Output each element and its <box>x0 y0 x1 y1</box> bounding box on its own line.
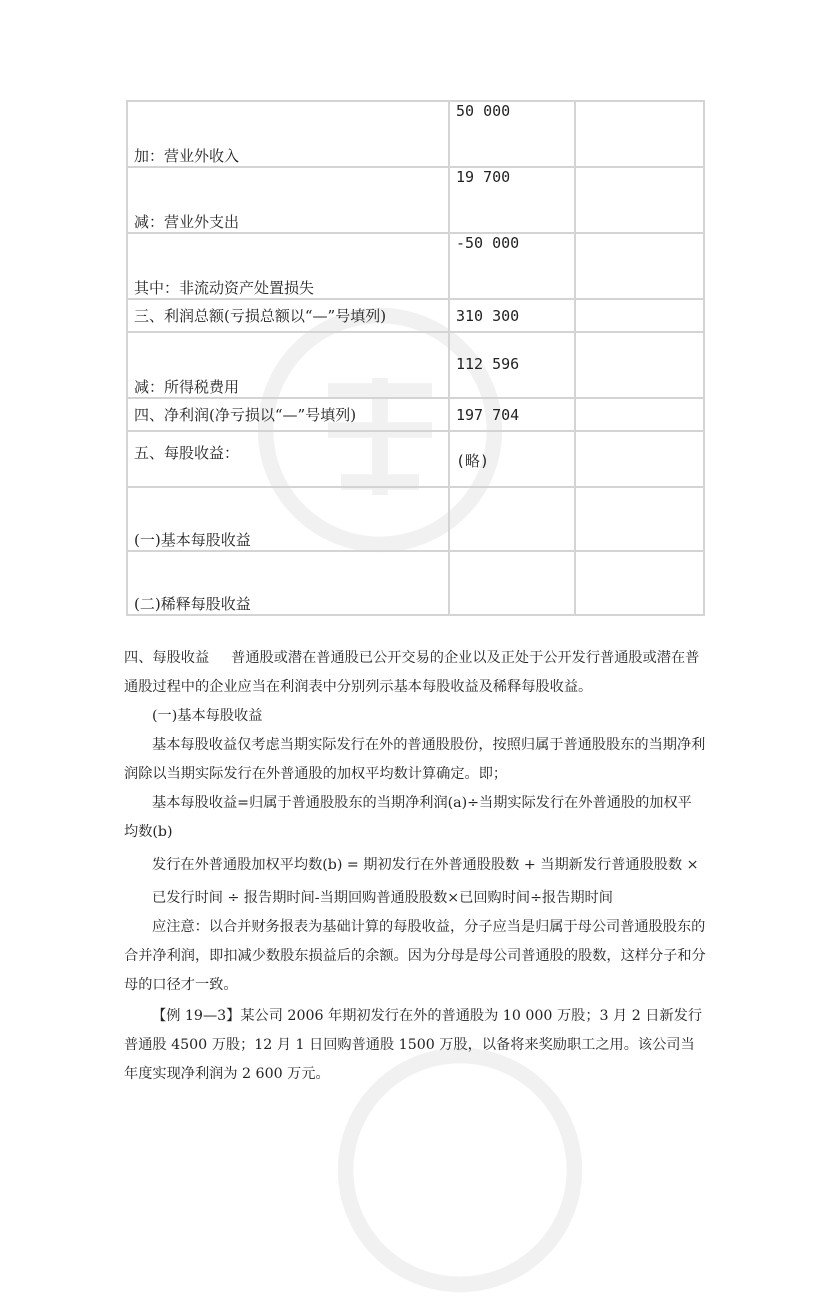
row-amount: 112 596 <box>449 332 575 398</box>
example-paragraph <box>124 1002 706 1089</box>
row-amount: 197 704 <box>449 398 575 431</box>
row-amount: 50 000 <box>449 101 575 167</box>
formula: 已发行时间 ÷ 报告期时间-当期回购普通股股数×已回购时间÷报告期时间 <box>152 890 613 906</box>
row-item: 减：营业外支出 <box>127 167 449 233</box>
table-row <box>127 101 704 167</box>
table-row <box>127 299 704 332</box>
row-item: 加：营业外收入 <box>127 101 449 167</box>
table-row <box>127 551 704 615</box>
row-item: 三、利润总额(亏损总额以“—”号填列) <box>127 299 449 332</box>
row-extra <box>575 487 704 551</box>
row-amount: 19 700 <box>449 167 575 233</box>
row-extra <box>575 167 704 233</box>
row-extra <box>575 431 704 487</box>
row-item: (一)基本每股收益 <box>127 487 449 551</box>
table-row <box>127 431 704 487</box>
row-amount <box>449 551 575 615</box>
section-title: 四、每股收益 <box>124 650 210 666</box>
row-item: 四、净利润(净亏损以“—”号填列) <box>127 398 449 431</box>
row-amount: (略) <box>449 431 575 487</box>
table-row <box>127 332 704 398</box>
formula: 发行在外普通股加权平均数(b) = 期初发行在外普通股股数 + 当期新发行普通股股数 × <box>152 857 699 873</box>
row-amount <box>449 487 575 551</box>
table-row <box>127 167 704 233</box>
row-amount: -50 000 <box>449 233 575 299</box>
section-paragraph <box>124 644 706 702</box>
table-row <box>127 487 704 551</box>
body-text <box>124 644 706 1089</box>
table-row <box>127 233 704 299</box>
row-extra <box>575 299 704 332</box>
row-item: 五、每股收益： <box>127 431 449 487</box>
row-extra <box>575 233 704 299</box>
row-extra <box>575 551 704 615</box>
row-amount: 310 300 <box>449 299 575 332</box>
row-extra <box>575 101 704 167</box>
formula: 基本每股收益=归属于普通股股东的当期净利润(a)÷当期实际发行在外普通股的加权平均数(b) <box>124 795 692 840</box>
row-extra <box>575 398 704 431</box>
row-extra <box>575 332 704 398</box>
row-item: 其中：非流动资产处置损失 <box>127 233 449 299</box>
section-intro: 普通股或潜在普通股已公开交易的企业以及正处于公开发行普通股或潜在普通股过程中的企业应当在利润表中分别列示基本每股收益及稀释每股收益。 <box>124 650 700 695</box>
note-paragraph: 应注意：以合并财务报表为基础计算的每股收益，分子应当是归属于母公司普通股股东的合并净利润，即扣减少数股东损益后的余额。因为分母是母公司普通股的股数，这样分子和分母的口径才一致。 <box>124 919 706 993</box>
row-item: 减：所得税费用 <box>127 332 449 398</box>
income-statement-table <box>126 100 705 616</box>
row-item: (二)稀释每股收益 <box>127 551 449 615</box>
example-text: 某公司 2006 年期初发行在外的普通股为 10 000 万股；3 月 2 日新发行普通股 4500 万股；12 月 1 日回购普通股 1500 万股，以备将来奖励职工之用。该公司当年度实现净利润为 2 600 万元。 <box>124 1008 703 1082</box>
example-label: 【例 19—3】 <box>152 1008 241 1024</box>
sub-heading: (一)基本每股收益 <box>152 708 263 724</box>
paragraph: 基本每股收益仅考虑当期实际发行在外的普通股股份，按照归属于普通股股东的当期净利润除以当期实际发行在外普通股的加权平均数计算确定。即； <box>124 737 706 782</box>
table-row <box>127 398 704 431</box>
